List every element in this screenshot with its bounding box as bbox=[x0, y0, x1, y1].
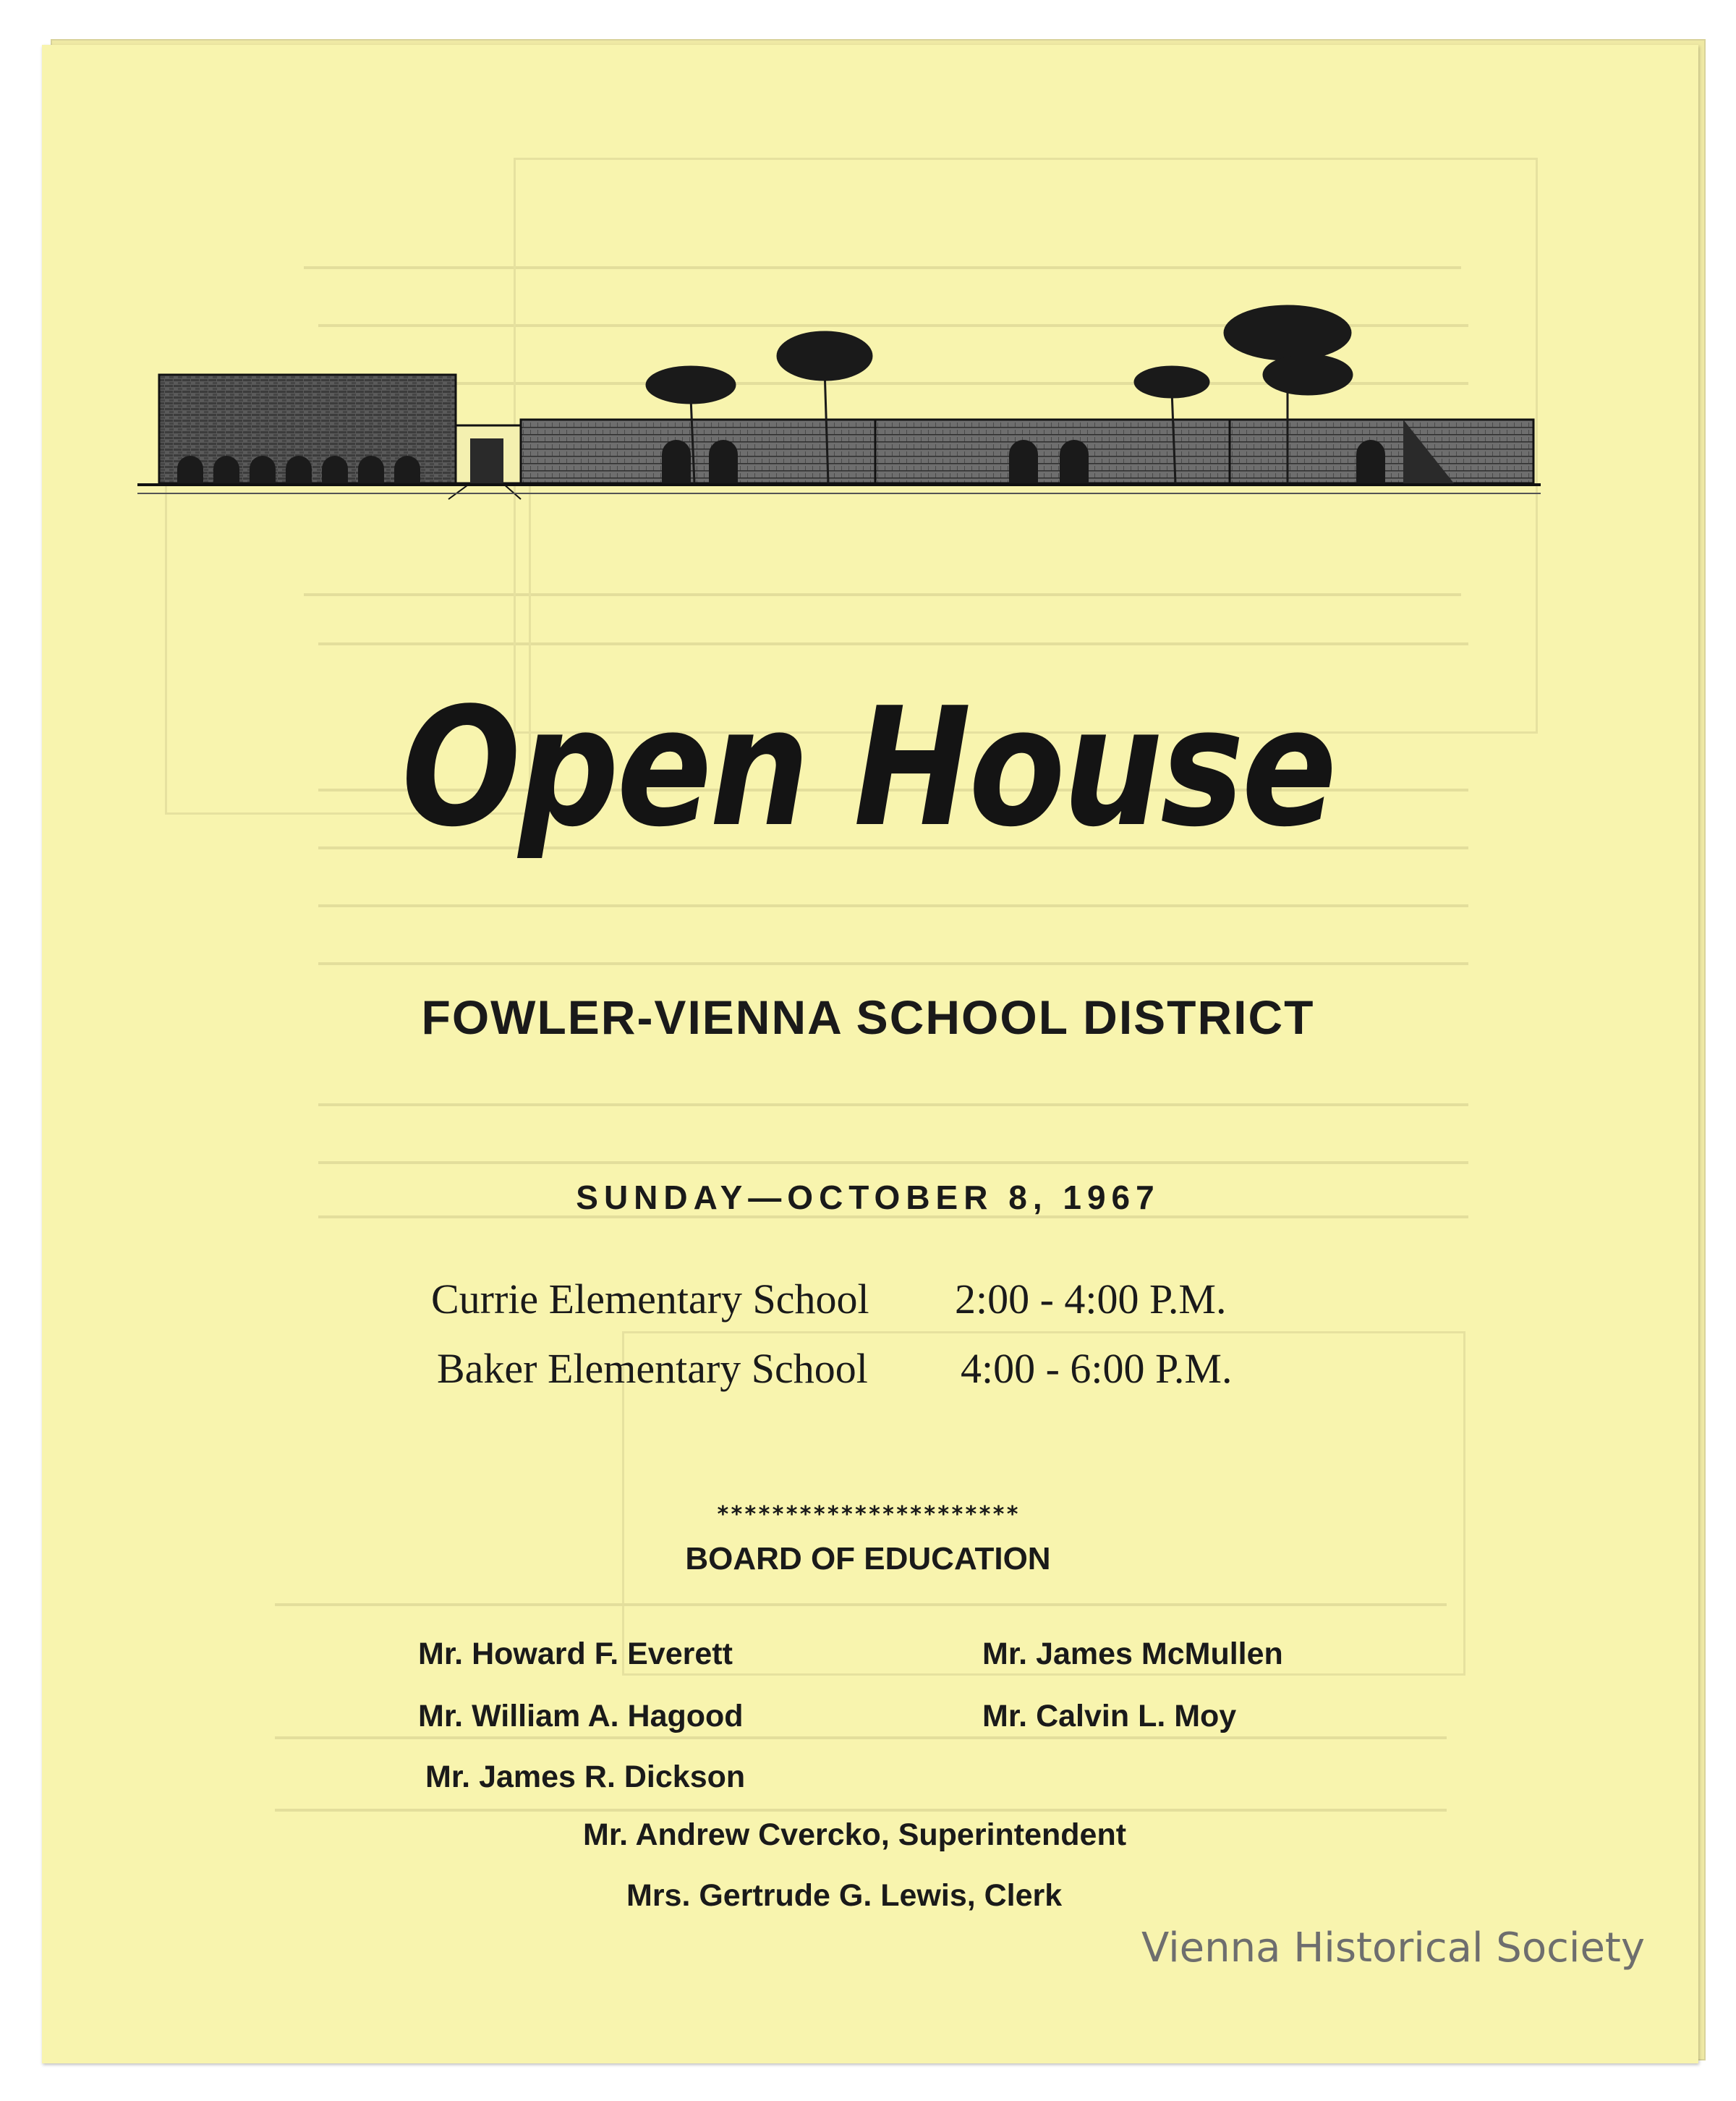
building-left-wing bbox=[159, 375, 456, 483]
schedule-school: Baker Elementary School bbox=[437, 1345, 868, 1392]
schedule-time: 4:00 - 6:00 P.M. bbox=[961, 1345, 1233, 1392]
event-date: SUNDAY—OCTOBER 8, 1967 bbox=[576, 1179, 1160, 1216]
clerk: Mrs. Gertrude G. Lewis, Clerk bbox=[626, 1878, 1063, 1913]
schedule-row-currie bbox=[431, 1275, 1226, 1323]
schedule-row-baker bbox=[437, 1344, 1232, 1393]
board-member: Mr. James McMullen bbox=[982, 1637, 1283, 1671]
superintendent: Mr. Andrew Cvercko, Superintendent bbox=[583, 1817, 1127, 1852]
school-building-illustration bbox=[130, 304, 1555, 521]
building-main-wing bbox=[521, 420, 1533, 483]
star-divider: ********************** bbox=[716, 1502, 1020, 1527]
district-name: FOWLER-VIENNA SCHOOL DISTRICT bbox=[421, 990, 1315, 1044]
schedule-time: 2:00 - 4:00 P.M. bbox=[955, 1276, 1227, 1323]
board-member: Mr. Calvin L. Moy bbox=[982, 1699, 1237, 1733]
event-title: Open House bbox=[401, 673, 1335, 863]
board-heading: BOARD OF EDUCATION bbox=[685, 1541, 1051, 1576]
board-member: Mr. Howard F. Everett bbox=[418, 1637, 733, 1671]
schedule-school: Currie Elementary School bbox=[431, 1276, 869, 1323]
building-entrance bbox=[448, 425, 521, 499]
board-member: Mr. James R. Dickson bbox=[425, 1760, 746, 1794]
board-member: Mr. William A. Hagood bbox=[418, 1699, 744, 1733]
watermark: Vienna Historical Society bbox=[1141, 1924, 1646, 1971]
